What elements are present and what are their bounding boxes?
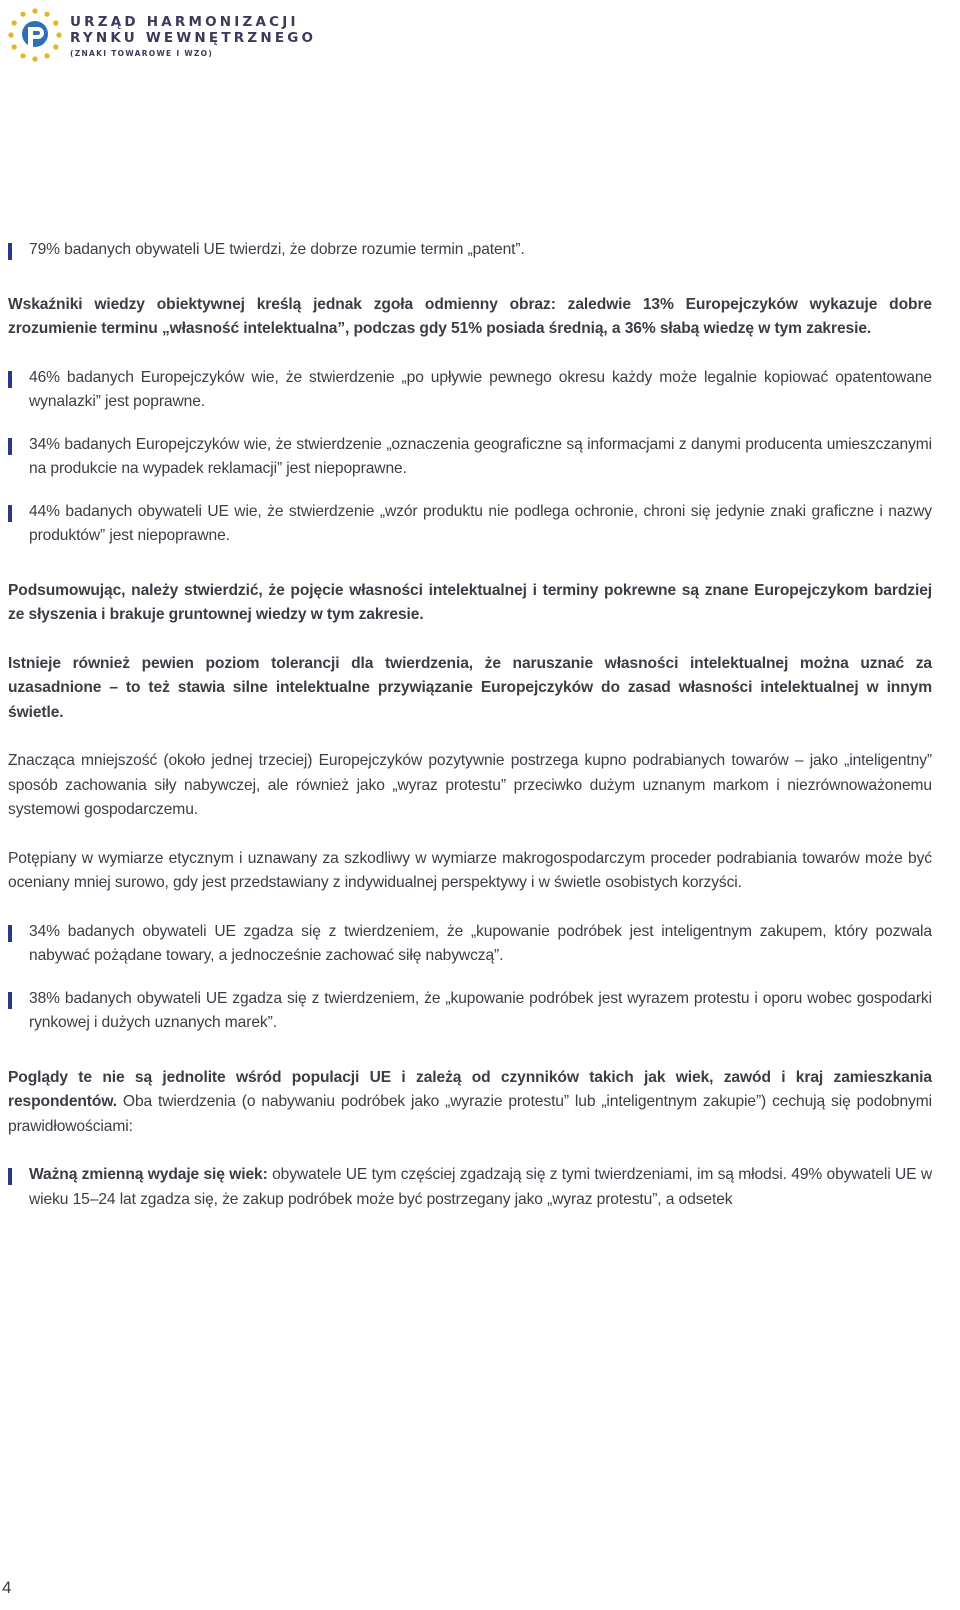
paragraph-bold: Istnieje również pewien poziom tolerancji dla twierdzenia, że naruszanie własności intelektualnej można uznać za uzasadnione – to też stawia silne intelektualne przywiązanie Europejczyków do zasad własności intelektualnej w innym świetle. — [8, 654, 932, 721]
bullet-item — [8, 920, 932, 969]
paragraph-bold: Wskaźniki wiedzy obiektywnej kreślą jednak zgoła odmienny obraz: zaledwie 13% Europejczyków wykazuje dobre zrozumienie terminu „własność intelektualna”, podczas gdy 51% posiada średnią, a 36% słabą wiedzę w tym zakresie. — [8, 295, 932, 337]
bullet-item — [8, 366, 932, 415]
bullet-item — [8, 987, 932, 1036]
bullet-text: 46% badanych Europejczyków wie, że stwierdzenie „po upływie pewnego okresu każdy może legalnie kopiować opatentowane wynalazki” jest poprawne. — [29, 368, 932, 410]
page-number: 4 — [2, 1578, 12, 1597]
bullet-text: 79% badanych obywateli UE twierdzi, że dobrze rozumie termin „patent”. — [29, 241, 525, 258]
logo-line-2: RYNKU WEWNĘTRZNEGO — [70, 30, 317, 46]
bullet-text: 38% badanych obywateli UE zgadza się z twierdzeniem, że „kupowanie podróbek jest wyrazem protestu i oporu wobec gospodarki rynkowej i dużych uznanych marek”. — [29, 989, 932, 1031]
paragraph-bold: Podsumowując, należy stwierdzić, że pojęcie własności intelektualnej i terminy pokrewne są znane Europejczykom bardziej ze słyszenia i brakuje gruntownej wiedzy w tym zakresie. — [8, 581, 932, 623]
bullet-text: 34% badanych Europejczyków wie, że stwierdzenie „oznaczenia geograficzne są informacjami z danymi producenta umieszczanymi na produkcie na wypadek reklamacji” jest niepoprawne. — [29, 435, 932, 477]
paragraph-bold-lead: Poglądy te nie są jednolite wśród populacji UE i zależą od czynników takich jak wiek, zawód i kraj zamieszkania respondentów. — [8, 1068, 932, 1110]
logo-emblem-icon — [6, 6, 64, 64]
logo-line-1: URZĄD HARMONIZACJI — [70, 14, 299, 30]
logo-text — [70, 14, 316, 60]
paragraph-rest: Oba twierdzenia (o nabywaniu podróbek jako „wyrazie protestu” lub „inteligentnym zakupie”) cechują się podobnymi prawidłowościami: — [8, 1093, 932, 1135]
bullet-marker — [8, 243, 12, 260]
bullet-marker — [8, 925, 12, 942]
bullet-marker — [8, 505, 12, 522]
bullet-bold-lead: Ważną zmienną wydaje się wiek: — [29, 1166, 268, 1183]
bullet-marker — [8, 438, 12, 455]
bullet-item — [8, 500, 932, 549]
bullet-item — [8, 238, 932, 263]
document-body — [8, 238, 932, 1230]
bullet-text: 34% badanych obywateli UE zgadza się z twierdzeniem, że „kupowanie podróbek jest inteligentnym zakupem, który pozwala nabywać pożądane towary, a jednocześnie zachować siłę nabywczą”. — [29, 922, 932, 964]
bullet-item — [8, 1163, 932, 1212]
ohim-logo — [6, 6, 317, 66]
paragraph: Znacząca mniejszość (około jednej trzeciej) Europejczyków pozytywnie postrzega kupno podrabianych towarów – jako „inteligentny” sposób zachowania siły nabywczej, ale również jako „wyraz protestu” przeciwko dużym uznanym markom i niezrównoważonemu systemowi gospodarczemu. — [8, 752, 932, 818]
bullet-marker — [8, 1168, 12, 1185]
bullet-item — [8, 433, 932, 482]
bullet-text: obywatele UE tym częściej zgadzają się z tymi twierdzeniami, im są młodsi. 49% obywateli UE w wieku 15–24 lat zgadza się, że zakup podróbek może być postrzegany jako „wyraz protestu”, a odsetek — [29, 1166, 932, 1208]
bullet-marker — [8, 992, 12, 1009]
paragraph-mixed — [8, 1066, 932, 1140]
paragraph: Potępiany w wymiarze etycznym i uznawany za szkodliwy w wymiarze makrogospodarczym proceder podrabiania towarów może być oceniany mniej surowo, gdy jest przedstawiany z indywidualnej perspektywy i w świetle osobistych korzyści. — [8, 849, 932, 891]
bullet-marker — [8, 371, 12, 388]
logo-line-3: (ZNAKI TOWAROWE I WZO) — [70, 49, 214, 58]
bullet-text: 44% badanych obywateli UE wie, że stwierdzenie „wzór produktu nie podlega ochronie, chroni się jedynie znaki graficzne i nazwy produktów” jest niepoprawne. — [29, 502, 932, 544]
